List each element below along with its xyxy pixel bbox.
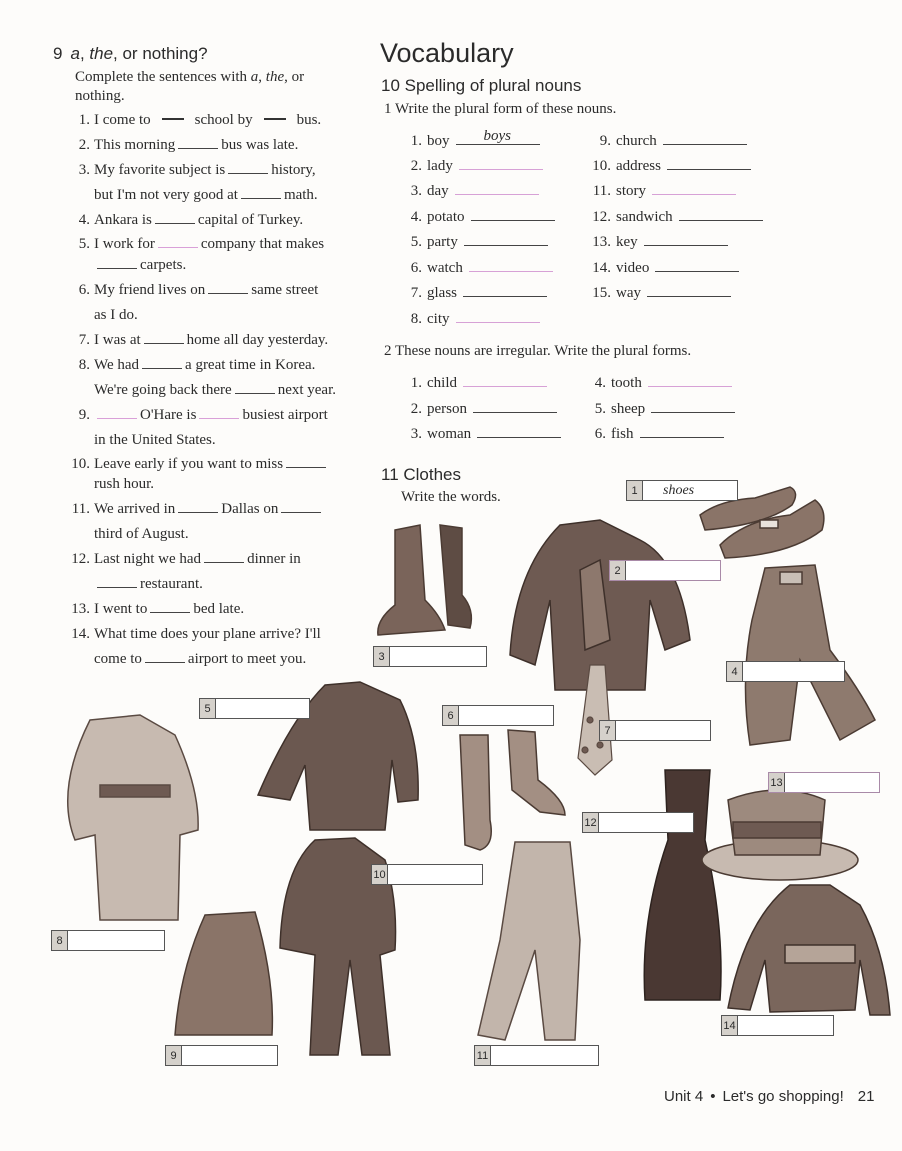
vocabulary-heading: Vocabulary <box>380 38 514 68</box>
label-box-9[interactable] <box>165 1045 278 1066</box>
noun: way <box>616 285 641 301</box>
label-number: 14 <box>722 1016 738 1035</box>
sweater-illustration <box>728 885 890 1015</box>
exercise-number: 9 <box>53 44 63 63</box>
label-box-11[interactable] <box>474 1045 599 1066</box>
exercise-10-title: 10 Spelling of plural nouns <box>381 76 582 95</box>
exercise-9-instructions: Complete the sentences with a, the, or nothing. <box>75 69 305 104</box>
skirt-illustration <box>175 912 272 1035</box>
sentence-3: 3. My favorite subject is history, but I'm not very good at math. <box>62 158 362 208</box>
item-number: 1. <box>410 133 422 149</box>
label-answer[interactable] <box>390 647 486 666</box>
sentence-7: 7. I was at home all day yesterday. <box>62 328 362 353</box>
unit-title: Let's go shopping! <box>722 1088 844 1105</box>
sentence-6: 6. My friend lives on same street as I do. <box>62 278 362 328</box>
item-number: 5. <box>410 234 422 250</box>
label-box-12[interactable] <box>582 812 694 833</box>
label-box-14[interactable] <box>721 1015 834 1036</box>
label-answer[interactable] <box>182 1046 277 1065</box>
item-number: 3. <box>410 183 422 199</box>
label-answer[interactable] <box>738 1016 833 1035</box>
label-box-13[interactable] <box>768 772 880 793</box>
noun: story <box>616 183 646 199</box>
trousers-illustration <box>745 565 875 745</box>
label-box-5[interactable] <box>199 698 310 719</box>
label-number: 7 <box>600 721 616 740</box>
label-box-6[interactable] <box>442 705 554 726</box>
page-footer: Unit 4 • Let's go shopping! 21 <box>664 1088 875 1105</box>
noun: tooth <box>611 375 642 391</box>
sentence-10: 10. Leave early if you want to miss rush hour. <box>62 453 362 494</box>
noun: boy <box>427 133 450 149</box>
item-number: 12. <box>592 209 611 225</box>
sentence-2: 2. This morning bus was late. <box>62 133 362 158</box>
sentence-14: 14. What time does your plane arrive? I'll come to airport to meet you. <box>71 626 321 667</box>
item-number: 2. <box>410 401 422 417</box>
label-number: 4 <box>727 662 743 681</box>
sentence-8: 8. We had a great time in Korea. We're going back there next year. <box>62 353 362 403</box>
dress-illustration <box>644 770 721 1000</box>
page-number: 21 <box>857 1088 875 1105</box>
label-number: 2 <box>610 561 626 580</box>
label-number: 3 <box>374 647 390 666</box>
label-number: 12 <box>583 813 599 832</box>
exercise-11-title: 11 Clothes <box>381 465 462 484</box>
label-number: 6 <box>443 706 459 725</box>
hat-illustration <box>702 790 858 880</box>
item-number: 2. <box>410 158 422 174</box>
label-box-7[interactable] <box>599 720 711 741</box>
sentence-12: 12. Last night we had dinner in restaurant. <box>62 547 362 597</box>
exercise-9-title: 9 a, the, or nothing? <box>53 44 208 63</box>
label-answer[interactable] <box>216 699 309 718</box>
label-answer[interactable] <box>599 813 693 832</box>
coat-illustration <box>68 715 198 920</box>
noun: church <box>616 133 657 149</box>
jeans-illustration <box>478 842 580 1040</box>
label-answer[interactable] <box>626 561 720 580</box>
label-number: 8 <box>52 931 68 950</box>
label-answer[interactable] <box>743 662 844 681</box>
noun: sandwich <box>616 209 673 225</box>
item-number: 11. <box>592 183 611 199</box>
label-box-1[interactable] <box>626 480 738 501</box>
sentence-1: 1. I come to school by bus. <box>78 112 322 128</box>
sentence-9: 9. O'Hare is busiest airport in the United States. <box>62 403 362 453</box>
item-number: 6. <box>410 260 422 276</box>
noun: party <box>427 234 458 250</box>
label-number: 11 <box>475 1046 491 1065</box>
label-answer[interactable]: shoes <box>663 483 695 498</box>
sentence-5: 5. I work for company that makes carpets. <box>62 233 362 275</box>
item-number: 7. <box>410 285 422 301</box>
label-number: 1 <box>627 481 643 500</box>
noun: day <box>427 183 449 199</box>
noun: address <box>616 158 661 174</box>
sentence-4: 4. Ankara is capital of Turkey. <box>62 208 362 233</box>
answer-text: boys <box>483 128 511 144</box>
item-number: 1. <box>410 375 422 391</box>
item-number: 9. <box>599 133 611 149</box>
item-number: 3. <box>410 426 422 442</box>
label-answer[interactable] <box>491 1046 598 1065</box>
label-answer[interactable] <box>388 865 482 884</box>
label-box-3[interactable] <box>373 646 487 667</box>
sentence-11: 11. We arrived in Dallas on third of August. <box>62 497 362 547</box>
label-number: 10 <box>372 865 388 884</box>
label-number: 13 <box>769 773 785 792</box>
exercise-10-instructions-1: 1 Write the plural form of these nouns. <box>384 101 617 117</box>
noun: watch <box>427 260 463 276</box>
item-number: 14. <box>592 260 611 276</box>
noun: sheep <box>611 401 646 417</box>
socks-illustration <box>460 730 565 850</box>
noun: child <box>427 375 457 391</box>
noun: woman <box>427 426 472 442</box>
item-number: 4. <box>594 375 606 391</box>
label-answer[interactable] <box>785 773 879 792</box>
noun: lady <box>427 158 453 174</box>
label-box-10[interactable] <box>371 864 483 885</box>
noun: fish <box>611 426 634 442</box>
noun: key <box>616 234 638 250</box>
label-box-2[interactable] <box>609 560 721 581</box>
item-number: 6. <box>594 426 606 442</box>
label-number: 9 <box>166 1046 182 1065</box>
item-number: 5. <box>594 401 606 417</box>
label-answer[interactable] <box>68 931 164 950</box>
exercise-11-instructions: Write the words. <box>401 489 501 505</box>
exercise-10-instructions-2: 2 These nouns are irregular. Write the plural forms. <box>384 343 692 359</box>
noun: video <box>616 260 650 276</box>
label-answer[interactable] <box>616 721 710 740</box>
item-number: 8. <box>410 311 422 327</box>
item-number: 13. <box>592 234 611 250</box>
label-number: 5 <box>200 699 216 718</box>
boots-illustration <box>378 525 472 635</box>
item-number: 10. <box>592 158 611 174</box>
item-number: 15. <box>592 285 611 301</box>
noun: glass <box>427 285 457 301</box>
noun: potato <box>427 209 465 225</box>
label-box-4[interactable] <box>726 661 845 682</box>
unit-label: Unit 4 <box>664 1088 704 1105</box>
label-box-8[interactable] <box>51 930 165 951</box>
item-number: 4. <box>410 209 422 225</box>
noun: person <box>427 401 467 417</box>
noun: city <box>427 311 450 327</box>
label-answer[interactable] <box>459 706 553 725</box>
sentence-13: 13. I went to bed late. <box>62 597 362 622</box>
